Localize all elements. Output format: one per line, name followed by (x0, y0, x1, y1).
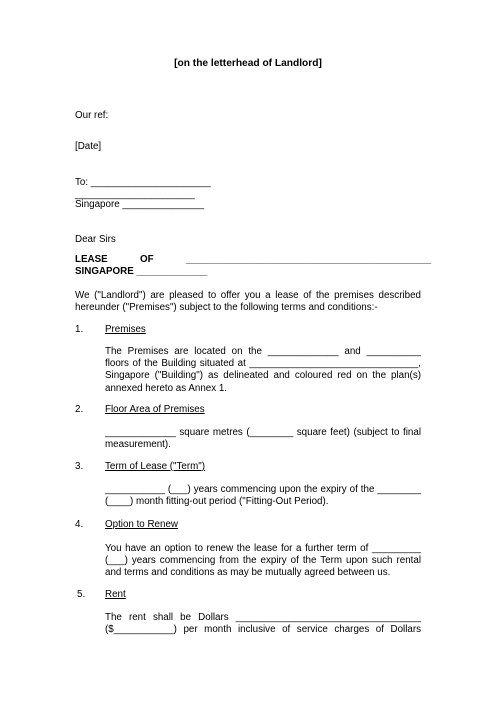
subject-blank: _____________________________________________ (186, 254, 432, 265)
section-1-heading: Premises (105, 324, 146, 335)
section-3-number: 3. (75, 461, 84, 472)
our-ref-label: Our ref: (75, 110, 109, 121)
recipient-line-3: Singapore _______________ (75, 199, 205, 210)
intro-paragraph: We ("Landlord") are pleased to offer you a lease of the premises described hereunder ("Premises") subject to the following terms and conditions:- (75, 290, 421, 314)
letterhead-note: [on the letterhead of Landlord] (174, 58, 322, 69)
date-placeholder: [Date] (75, 141, 102, 152)
section-3-heading: Term of Lease ("Term") (105, 461, 206, 472)
subject-of: OF (140, 254, 154, 265)
subject-singapore: SINGAPORE _____________ (75, 266, 208, 277)
section-3-body: ___________ (___) years commencing upon the expiry of the ________ (____) month fitting-out period ("Fitting-Out Period). (105, 484, 421, 508)
recipient-line-1: To: ______________________ (75, 177, 211, 188)
section-5-number: 5. (77, 589, 86, 600)
salutation: Dear Sirs (75, 234, 116, 245)
section-2-heading: Floor Area of Premises (105, 404, 205, 415)
section-2-number: 2. (75, 404, 84, 415)
section-4-heading: Option to Renew (105, 519, 178, 530)
section-5-heading: Rent (105, 589, 126, 600)
section-4-number: 4. (75, 519, 84, 530)
subject-lease: LEASE (75, 254, 108, 265)
recipient-line-2: ______________________ (75, 189, 195, 200)
section-2-body: _____________ square metres (________ square feet) (subject to final measurement). (105, 427, 421, 451)
section-4-body: You have an option to renew the lease for a further term of _________ (___) years commencing from the expiry of the Term upon such rental and terms and conditions as may be mutually agreed between us. (105, 543, 421, 579)
section-1-body: The Premises are located on the _____________ and __________ floors of the Building situated at _______________________________, Singapore ("Building") as delineated and coloured red on the plan(s) annexed hereto as Annex 1. (105, 346, 421, 394)
section-5-body: The rent shall be Dollars __________________________________ ($___________) per month inclusive of service charges of Dollars (105, 612, 421, 636)
section-1-number: 1. (75, 324, 84, 335)
